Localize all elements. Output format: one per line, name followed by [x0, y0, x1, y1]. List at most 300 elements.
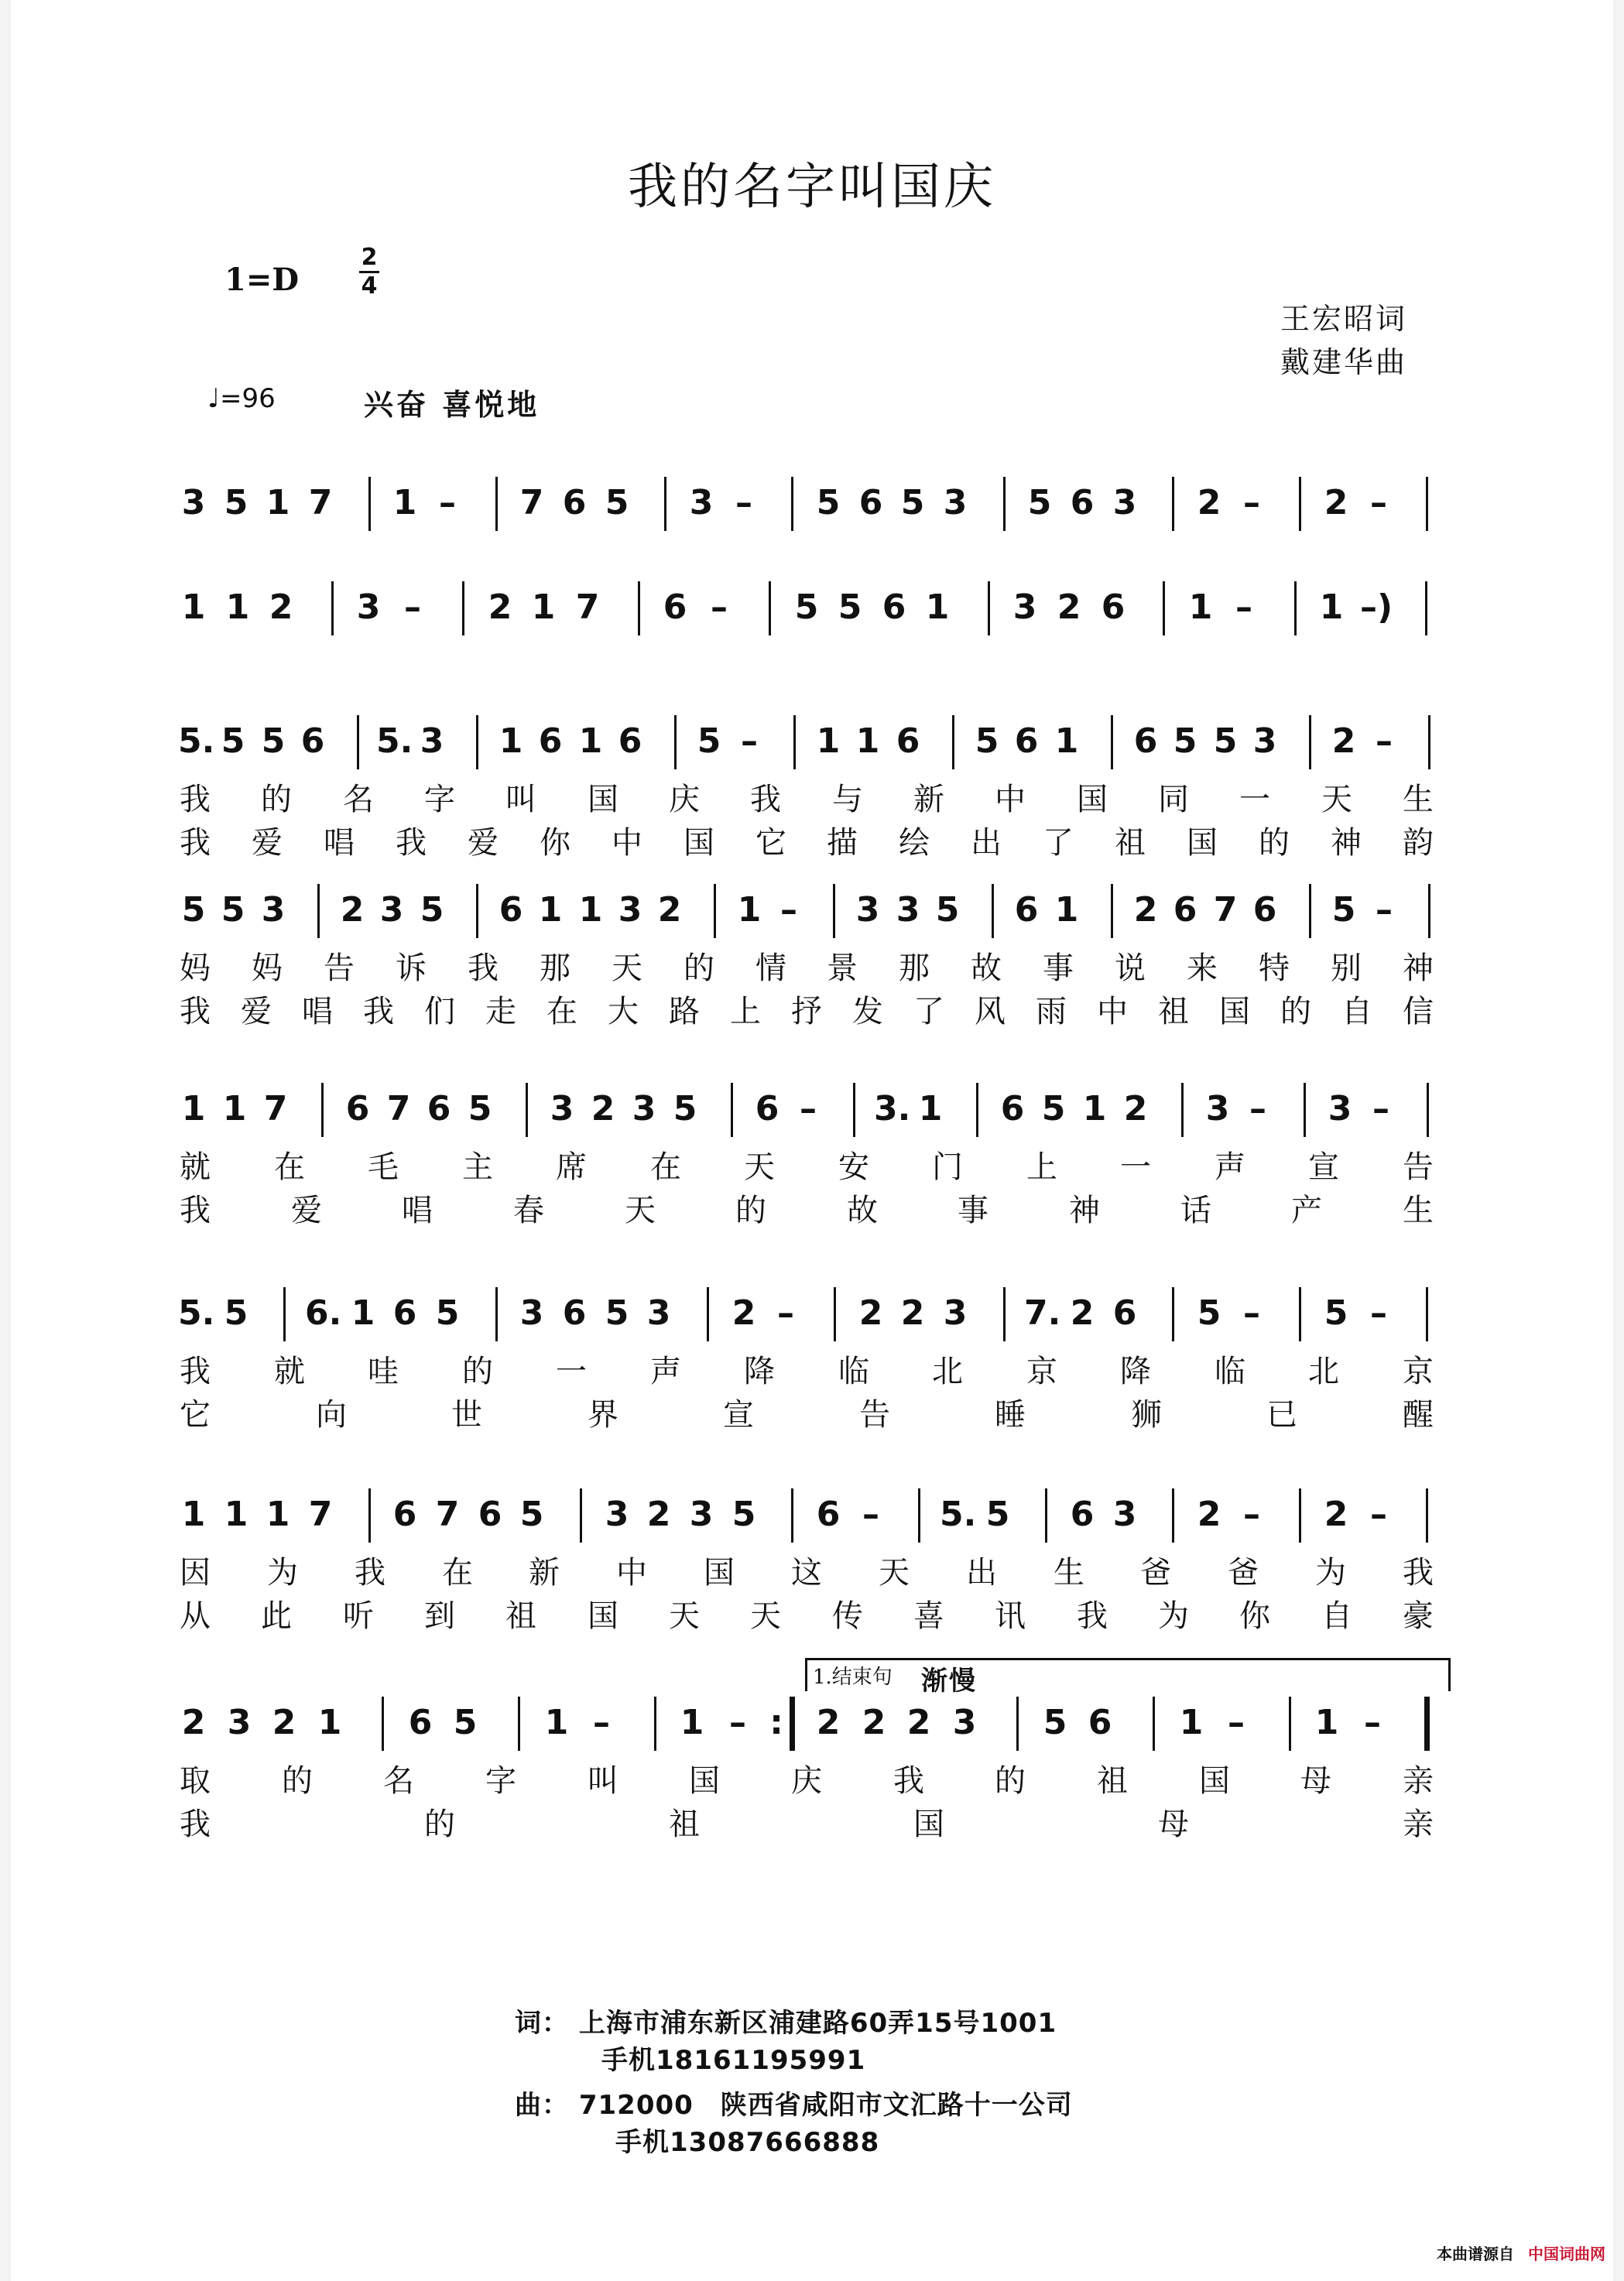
hold-dash: – [1243, 483, 1260, 522]
hold-dash: – [404, 587, 421, 627]
lyric-syllable: 新 [529, 1555, 560, 1591]
lyric-syllable: 我 [180, 825, 211, 861]
lyric-syllable: 母 [1300, 1763, 1331, 1799]
lyric-syllable: 北 [1308, 1354, 1339, 1389]
note-row [178, 1484, 1448, 1546]
lyric-syllable: 一 [556, 1354, 587, 1389]
barline [731, 1083, 733, 1137]
barline [1153, 1697, 1155, 1751]
lyric-syllable: 一 [1239, 782, 1270, 817]
lyric-syllable: 我 [180, 1354, 211, 1389]
note: 3 [227, 1703, 252, 1742]
note: 3 [618, 890, 642, 930]
lyric-row-2 [178, 822, 1448, 864]
barline [1163, 581, 1165, 635]
note: 6 [1070, 483, 1095, 522]
hold-dash: – [1249, 1089, 1266, 1129]
note: 1 [1082, 1089, 1107, 1129]
lyric-syllable: 生 [1403, 1193, 1434, 1228]
note: 3 [646, 1293, 671, 1333]
note: 3 [420, 721, 444, 761]
hold-dash: – [735, 483, 752, 522]
lyric-syllable: 景 [827, 950, 858, 986]
barline [1003, 477, 1006, 531]
lyric-syllable: 的 [684, 950, 714, 986]
lyric-row-1 [178, 947, 1448, 989]
note: 5 [985, 1495, 1010, 1534]
lyric-syllable: 国 [684, 825, 714, 861]
lyric-syllable: 告 [324, 950, 355, 986]
note: 6 [427, 1089, 451, 1129]
source-stamp [1437, 2242, 1605, 2264]
note: 6 [392, 1293, 417, 1333]
note: 6 [1133, 721, 1158, 761]
note: 1 [816, 721, 841, 761]
note: 2 [816, 1703, 841, 1742]
lyric-syllable: 向 [316, 1397, 347, 1433]
composer-label: 曲： [515, 2090, 569, 2121]
barline [976, 1083, 978, 1137]
note: 5 [975, 721, 999, 761]
note: 6 [478, 1495, 502, 1534]
note: 5 [181, 890, 206, 930]
barline [1309, 715, 1311, 769]
note: 2 [862, 1703, 886, 1742]
barline [321, 1083, 324, 1137]
note: 1 [1319, 587, 1344, 627]
lyric-syllable: 亲 [1403, 1763, 1434, 1799]
lyric-syllable: 天 [625, 1193, 656, 1228]
barline [714, 884, 716, 938]
hold-dash: – [1370, 1495, 1387, 1534]
lyric-syllable: 那 [899, 950, 930, 986]
note: 1 [224, 1495, 248, 1534]
lyric-syllable: 已 [1266, 1397, 1297, 1433]
note: 6 [882, 587, 906, 627]
note: 6 [1014, 721, 1039, 761]
note: 1 [392, 483, 417, 522]
note: 1 [1179, 1703, 1204, 1742]
note: 5 [1173, 721, 1197, 761]
lyric-syllable: 大 [608, 994, 639, 1029]
note: 6 [538, 721, 563, 761]
lyric-row-1 [178, 1146, 1448, 1188]
note: 1 [181, 1495, 206, 1534]
lyric-syllable: 庆 [669, 782, 700, 817]
note: 5 [1324, 1293, 1348, 1333]
note-row [178, 472, 1448, 534]
note: 5 [794, 587, 819, 627]
note-row [178, 1692, 1448, 1754]
hold-dash: – [1370, 1293, 1387, 1333]
note: 1 [181, 587, 206, 627]
lyric-row-2 [178, 1394, 1448, 1436]
note: 5 [816, 483, 841, 522]
note: 7 [308, 483, 333, 522]
barline [526, 1083, 528, 1137]
composer-phone: 手机13087666888 [615, 2127, 880, 2158]
lyric-syllable: 出 [966, 1555, 997, 1591]
barline [674, 715, 677, 769]
ending-label: 1.结束句 [813, 1666, 893, 1689]
barline [918, 1488, 920, 1543]
lyric-syllable: 在 [546, 994, 577, 1029]
note: 1 [680, 1703, 704, 1742]
lyric-syllable: 天 [612, 950, 642, 986]
note-row [178, 1078, 1448, 1140]
barline [476, 884, 478, 938]
barline [1111, 715, 1113, 769]
barline [1426, 1488, 1428, 1543]
barline [462, 581, 464, 635]
lyric-syllable: 降 [1120, 1354, 1151, 1389]
note: 3 [1328, 1089, 1352, 1129]
lyric-syllable: 京 [1026, 1354, 1057, 1389]
lyric-syllable: 告 [1403, 1149, 1434, 1185]
note: 1 [531, 587, 556, 627]
note: 6 [755, 1089, 779, 1129]
lyric-syllable: 狮 [1131, 1397, 1162, 1433]
lyric-syllable: 祖 [669, 1807, 700, 1842]
barline [1299, 477, 1301, 531]
barline [1294, 581, 1297, 635]
lyric-syllable: 爸 [1228, 1555, 1259, 1591]
note: 6 [1088, 1703, 1112, 1742]
lyric-syllable: 的 [735, 1193, 766, 1228]
lyric-syllable: 出 [971, 825, 1002, 861]
note: 5 [261, 721, 286, 761]
note: 6. [305, 1293, 342, 1333]
barline [1016, 1697, 1019, 1751]
lyric-syllable: 降 [744, 1354, 775, 1389]
note: 6 [1014, 890, 1039, 930]
lyric-row-2 [178, 1595, 1448, 1637]
barline [1299, 1488, 1301, 1543]
note: 3 [519, 1293, 544, 1333]
lyric-syllable: 祖 [1115, 825, 1146, 861]
lyric-syllable: 来 [1187, 950, 1218, 986]
note: 3 [855, 890, 880, 930]
lyric-syllable: 新 [913, 782, 944, 817]
note-row [178, 711, 1448, 772]
lyric-syllable: 话 [1180, 1193, 1211, 1228]
lyric-syllable: 哇 [368, 1354, 399, 1389]
barline [368, 1488, 371, 1543]
lyric-syllable: 为 [1315, 1555, 1346, 1591]
barline [952, 715, 954, 769]
lyric-syllable: 妈 [252, 950, 283, 986]
note: 3 [181, 483, 206, 522]
barline [638, 581, 640, 635]
lyric-syllable: 宣 [723, 1397, 754, 1433]
source-label: 本曲谱源自 [1437, 2245, 1514, 2263]
lyric-syllable: 国 [1187, 825, 1218, 861]
barline [833, 884, 835, 938]
note: 5 [224, 1293, 248, 1333]
lyric-syllable: 故 [971, 950, 1002, 986]
note: 3 [689, 1495, 714, 1534]
barline [283, 1287, 286, 1341]
lyric-syllable: 风 [975, 994, 1006, 1029]
note: 6 [345, 1089, 370, 1129]
note: 6 [618, 721, 642, 761]
barline [1424, 1697, 1430, 1751]
note: 1 [1054, 890, 1079, 930]
lyric-syllable: 爸 [1140, 1555, 1171, 1591]
lyric-row-1 [178, 1760, 1448, 1802]
lyric-syllable: 的 [1259, 825, 1290, 861]
note: 5 [221, 721, 245, 761]
note: 5 [221, 890, 245, 930]
lyric-syllable: 事 [1043, 950, 1074, 986]
lyric-syllable: 情 [755, 950, 786, 986]
lyric-syllable: 说 [1115, 950, 1146, 986]
lyric-syllable: 国 [689, 1763, 720, 1799]
note: 5 [697, 721, 721, 761]
barline [495, 477, 498, 531]
lyric-syllable: 生 [1054, 1555, 1084, 1591]
lyric-syllable: 国 [1077, 782, 1108, 817]
note: 5 [1331, 890, 1356, 930]
hold-dash: – [1243, 1293, 1260, 1333]
note: 3 [550, 1089, 574, 1129]
note: 1 [1188, 587, 1213, 627]
lyric-syllable: 席 [556, 1149, 587, 1185]
lyric-syllable: 唱 [324, 825, 355, 861]
lyric-syllable: 字 [485, 1763, 516, 1799]
barline [988, 581, 990, 635]
note: 6 [663, 587, 687, 627]
ritardando-mark: 渐慢 [921, 1666, 977, 1697]
lyric-syllable: 我 [180, 994, 211, 1029]
lyric-syllable: 我 [893, 1763, 924, 1799]
lyric-syllable: 因 [180, 1555, 211, 1591]
lyric-syllable: 临 [1215, 1354, 1245, 1389]
lyric-syllable: 上 [1026, 1149, 1057, 1185]
barline [331, 581, 334, 635]
note: 7 [1213, 890, 1238, 930]
lyric-syllable: 声 [1215, 1149, 1245, 1185]
lyric-syllable: 中 [616, 1555, 647, 1591]
lyric-syllable: 在 [442, 1555, 473, 1591]
note: 1 [266, 1495, 290, 1534]
note: 6 [858, 483, 883, 522]
lyric-syllable: 亲 [1403, 1807, 1434, 1842]
note: 7 [263, 1089, 288, 1129]
note: 5 [1197, 1293, 1221, 1333]
hold-dash: – [593, 1703, 610, 1742]
note: 2 [1133, 890, 1158, 930]
lyric-syllable: 的 [1280, 994, 1311, 1029]
lyric-syllable: 上 [730, 994, 761, 1029]
composer-credit: 戴建华曲 [1280, 345, 1407, 379]
lyric-syllable: 春 [513, 1193, 544, 1228]
barline [317, 884, 320, 938]
hold-dash: – [1376, 890, 1393, 930]
lyric-row-2 [178, 1190, 1448, 1231]
meter-bottom: 4 [361, 272, 378, 300]
note: 5. [376, 721, 413, 761]
lyric-syllable: 产 [1291, 1193, 1322, 1228]
note: 1 [737, 890, 762, 930]
lyric-syllable: 世 [451, 1397, 482, 1433]
lyric-syllable: 我 [355, 1555, 385, 1591]
note: 7 [575, 587, 600, 627]
barline [791, 1488, 793, 1543]
note: 5 [1043, 1703, 1067, 1742]
note: 6 [816, 1495, 841, 1534]
note: 1 [499, 721, 523, 761]
note: 3 [356, 587, 381, 627]
lyric-syllable: 我 [1403, 1555, 1434, 1591]
hold-dash: –) [1360, 587, 1393, 627]
note: 5 [935, 890, 960, 930]
lyric-syllable: 特 [1259, 950, 1290, 986]
lyric-syllable: 取 [180, 1763, 211, 1799]
lyric-syllable: 名 [383, 1763, 414, 1799]
note: 6 [408, 1703, 433, 1742]
composer-address: 712000 陕西省咸阳市文汇路十一公司 [578, 2090, 1073, 2121]
lyric-syllable: 庆 [791, 1763, 822, 1799]
note: 3 [896, 890, 920, 930]
barline [791, 477, 793, 531]
lyric-syllable: 睡 [995, 1397, 1026, 1433]
lyricist-credit: 王宏昭词 [1280, 302, 1407, 336]
lyric-syllable: 同 [1158, 782, 1189, 817]
note: 5 [605, 1293, 629, 1333]
note: 5 [605, 483, 629, 522]
key-signature: 1=D [224, 262, 300, 298]
lyric-syllable: 信 [1403, 994, 1434, 1029]
note: 2 [1070, 1293, 1095, 1333]
lyric-syllable: 毛 [368, 1149, 399, 1185]
lyric-syllable: 绘 [899, 825, 930, 861]
note: 2 [181, 1703, 206, 1742]
note: 2 [906, 1703, 931, 1742]
hold-dash: – [1370, 483, 1387, 522]
lyric-syllable: 就 [274, 1354, 305, 1389]
lyric-syllable: 天 [1321, 782, 1352, 817]
lyric-syllable: 国 [1219, 994, 1250, 1029]
note: 2 [731, 1293, 756, 1333]
barline [357, 715, 359, 769]
hold-dash: – [777, 1293, 794, 1333]
note: 5. [178, 721, 215, 761]
lyric-syllable: 的 [282, 1763, 313, 1799]
hold-dash: – [1235, 587, 1252, 627]
lyric-syllable: 爱 [252, 825, 283, 861]
lyric-syllable: 们 [424, 994, 455, 1029]
note: 1 [544, 1703, 569, 1742]
note: 3 [943, 483, 968, 522]
barline [1111, 884, 1113, 938]
source-site: 中国词曲网 [1528, 2245, 1605, 2263]
lyric-syllable: 从 [180, 1598, 211, 1634]
note: 6 [896, 721, 920, 761]
note: 6 [1112, 1293, 1137, 1333]
lyric-syllable: 描 [827, 825, 858, 861]
lyric-row-2 [178, 1803, 1448, 1845]
note: 2 [1197, 483, 1221, 522]
lyricist-address: 上海市浦东新区浦建路60弄15号1001 [578, 2008, 1057, 2039]
hold-dash: – [741, 721, 758, 761]
note: 2 [1197, 1495, 1221, 1534]
note: 1 [578, 721, 603, 761]
lyric-syllable: 界 [588, 1397, 618, 1433]
barline [382, 1697, 384, 1751]
lyric-syllable: 主 [462, 1149, 493, 1185]
lyric-syllable: 天 [669, 1598, 700, 1634]
barline [1428, 884, 1430, 938]
note: 7 [386, 1089, 411, 1129]
barline [580, 1488, 582, 1543]
note: 6 [300, 721, 325, 761]
barline [992, 884, 994, 938]
lyric-syllable: 此 [261, 1598, 292, 1634]
note: 5 [900, 483, 925, 522]
barline [476, 715, 478, 769]
barline [495, 1287, 498, 1341]
note: 1 [1314, 1703, 1339, 1742]
lyric-syllable: 豪 [1403, 1598, 1434, 1634]
lyric-syllable: 神 [1403, 950, 1434, 986]
barline [769, 581, 771, 635]
note: 2 [1324, 1495, 1348, 1534]
hold-dash: – [439, 483, 456, 522]
lyric-syllable: 告 [859, 1397, 890, 1433]
lyric-syllable: 它 [755, 825, 786, 861]
lyric-syllable: 与 [832, 782, 863, 817]
repeat-sign: : [769, 1703, 783, 1742]
note-row [178, 879, 1448, 941]
lyric-syllable: 发 [852, 994, 883, 1029]
lyric-row-1 [178, 779, 1448, 820]
lyric-syllable: 生 [1403, 782, 1434, 817]
hold-dash: – [1376, 721, 1393, 761]
note: 5 [1213, 721, 1238, 761]
note: 5 [468, 1089, 492, 1129]
note: 5 [1027, 483, 1052, 522]
note: 5 [435, 1293, 460, 1333]
barline [1428, 715, 1430, 769]
barline [1289, 1697, 1291, 1751]
lyric-syllable: 我 [396, 825, 427, 861]
lyric-syllable: 了 [913, 994, 944, 1029]
lyric-syllable: 京 [1403, 1354, 1434, 1389]
lyric-syllable: 国 [588, 1598, 618, 1634]
note: 1 [317, 1703, 342, 1742]
note: 1 [222, 1089, 247, 1129]
barline [853, 1083, 855, 1137]
barline [664, 477, 666, 531]
note: 5 [420, 890, 444, 930]
lyric-syllable: 北 [932, 1354, 963, 1389]
lyricist-label: 词： [515, 2008, 569, 2039]
note: 5 [731, 1495, 756, 1534]
note: 3 [261, 890, 286, 930]
lyric-row-2 [178, 991, 1448, 1033]
lyric-syllable: 我 [468, 950, 499, 986]
note: 1 [351, 1293, 375, 1333]
composer-contact [515, 2087, 1073, 2124]
note: 3. [874, 1089, 911, 1129]
lyric-syllable: 的 [261, 782, 292, 817]
note: 3 [1112, 483, 1137, 522]
note: 1 [918, 1089, 943, 1129]
lyric-syllable: 就 [180, 1149, 211, 1185]
note: 6 [562, 1293, 587, 1333]
lyric-syllable: 天 [750, 1598, 781, 1634]
